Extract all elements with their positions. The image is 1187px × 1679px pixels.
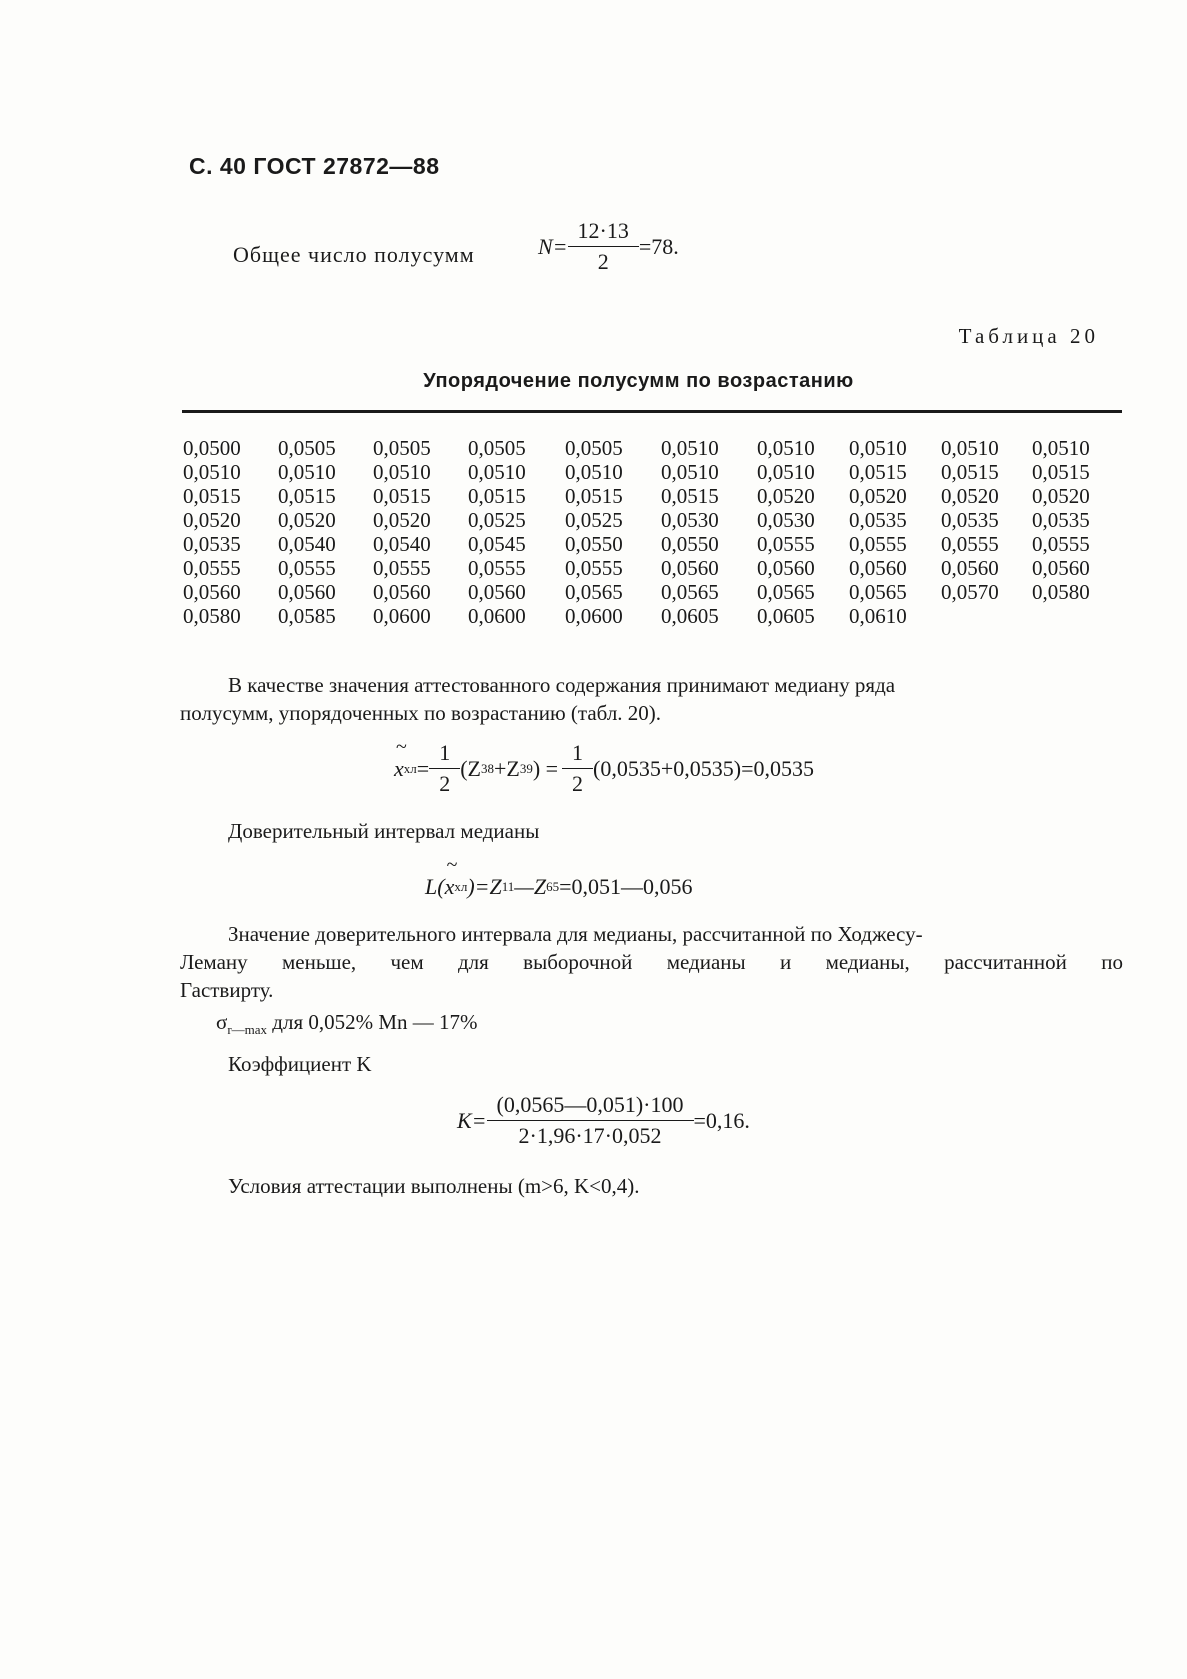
table-cell: 0,0505 xyxy=(565,436,623,460)
median-plus: +Z xyxy=(493,755,520,781)
table-cell: 0,0550 xyxy=(661,532,719,556)
table-cell: 0,0530 xyxy=(661,508,719,532)
table-cell: 0,0510 xyxy=(373,460,431,484)
table-cell: 0,0535 xyxy=(941,508,999,532)
k-result: =0,16. xyxy=(693,1107,750,1133)
table-cell: 0,0510 xyxy=(1032,436,1090,460)
median-formula xyxy=(394,740,814,797)
interval-minus: —Z xyxy=(514,874,547,899)
table-cell: 0,0560 xyxy=(278,580,336,604)
z11-sub: 11 xyxy=(501,879,515,894)
table-cell: 0,0560 xyxy=(757,556,815,580)
table-cell: 0,0520 xyxy=(757,484,815,508)
table-cell: 0,0505 xyxy=(278,436,336,460)
table-rule xyxy=(182,410,1122,413)
table-cell: 0,0565 xyxy=(661,580,719,604)
table-cell: 0,0600 xyxy=(373,604,431,628)
table-cell: 0,0510 xyxy=(278,460,336,484)
table-cell: 0,0505 xyxy=(468,436,526,460)
sigma-sub: r—max xyxy=(227,1022,268,1037)
z65-sub: 65 xyxy=(546,879,560,894)
table-cell: 0,0510 xyxy=(941,436,999,460)
table-cell: 0,0555 xyxy=(757,532,815,556)
table-cell: 0,0565 xyxy=(849,580,907,604)
table-cell: 0,0515 xyxy=(278,484,336,508)
table-cell: 0,0515 xyxy=(1032,460,1090,484)
sigma-symbol: σ xyxy=(216,1010,228,1034)
table-cell: 0,0515 xyxy=(468,484,526,508)
median-close: ) = xyxy=(532,755,559,781)
table-cell: 0,0520 xyxy=(941,484,999,508)
table-label: Таблица 20 xyxy=(958,324,1099,348)
z39-sub: 39 xyxy=(519,760,533,776)
total-label: Общее число полусумм xyxy=(233,242,475,267)
table-cell: 0,0560 xyxy=(849,556,907,580)
half-numerator-2: 1 xyxy=(562,740,593,769)
table-cell: 0,0520 xyxy=(373,508,431,532)
table-cell xyxy=(1032,604,1112,628)
table-cell: 0,0555 xyxy=(278,556,336,580)
table-title: Упорядочение полусумм по возрастанию xyxy=(423,370,854,392)
table-cell: 0,0540 xyxy=(373,532,431,556)
table-cell: 0,0570 xyxy=(941,580,999,604)
table-cell: 0,0555 xyxy=(941,532,999,556)
interval-label: Доверительный интервал медианы xyxy=(228,819,540,843)
table-cell: 0,0515 xyxy=(565,484,623,508)
conclusion: Условия аттестации выполнены (m>6, K<0,4). xyxy=(228,1174,640,1198)
table-cell: 0,0510 xyxy=(849,436,907,460)
interval-tail: =0,051—0,056 xyxy=(559,874,693,899)
table-cell: 0,0555 xyxy=(565,556,623,580)
table-cell: 0,0610 xyxy=(849,604,907,628)
table-cell: 0,0600 xyxy=(565,604,623,628)
k-fraction xyxy=(487,1092,694,1149)
table-cell: 0,0560 xyxy=(373,580,431,604)
interval-l: L( xyxy=(425,874,445,899)
table-cell: 0,0510 xyxy=(183,460,241,484)
table-cell: 0,0555 xyxy=(849,532,907,556)
median-tail: (0,0535+0,0535)=0,0535 xyxy=(593,755,815,781)
table-cell: 0,0560 xyxy=(183,580,241,604)
z38-sub: 38 xyxy=(480,760,494,776)
total-formula xyxy=(538,218,679,275)
table-cell: 0,0515 xyxy=(941,460,999,484)
table-cell: 0,0605 xyxy=(661,604,719,628)
table-cell: 0,0540 xyxy=(278,532,336,556)
table-cell: 0,0605 xyxy=(757,604,815,628)
table-cell xyxy=(941,604,1032,628)
table-cell: 0,0535 xyxy=(183,532,241,556)
median-z-open: (Z xyxy=(460,755,481,781)
k-numerator: (0,0565—0,051)·100 xyxy=(487,1092,694,1121)
total-lhs: N= xyxy=(538,233,568,259)
table-cell: 0,0600 xyxy=(468,604,526,628)
interval-mid: )=Z xyxy=(467,874,502,899)
table-cell: 0,0510 xyxy=(565,460,623,484)
table-cell: 0,0535 xyxy=(1032,508,1090,532)
total-numerator: 12·13 xyxy=(568,218,639,247)
table-cell: 0,0560 xyxy=(468,580,526,604)
table-cell: 0,0560 xyxy=(941,556,999,580)
sigma-text: для 0,052% Mn — 17% xyxy=(272,1010,478,1034)
table-cell: 0,0520 xyxy=(1032,484,1090,508)
half-denominator-2: 2 xyxy=(572,771,584,796)
table-cell: 0,0510 xyxy=(661,436,719,460)
table-cell: 0,0580 xyxy=(183,604,241,628)
table-cell: 0,0565 xyxy=(565,580,623,604)
table-cell: 0,0515 xyxy=(183,484,241,508)
median-text-line1: В качестве значения аттестованного содержания принимают медиану ряда xyxy=(228,673,896,697)
table-cell: 0,0500 xyxy=(183,436,241,460)
median-x-sub: хл xyxy=(403,760,417,776)
total-result: =78. xyxy=(638,233,679,259)
total-denominator: 2 xyxy=(597,249,609,274)
table-cell: 0,0545 xyxy=(468,532,526,556)
table-cell: 0,0520 xyxy=(278,508,336,532)
interval-formula xyxy=(425,874,693,900)
coefficient-label: Коэффициент K xyxy=(228,1052,372,1076)
table-cell: 0,0515 xyxy=(661,484,719,508)
comparison-line3: Гаствирту. xyxy=(180,978,274,1002)
interval-x: ~ x xyxy=(445,874,455,900)
k-denominator: 2·1,96·17·0,052 xyxy=(518,1123,662,1148)
table-cell: 0,0505 xyxy=(373,436,431,460)
table-cell: 0,0550 xyxy=(565,532,623,556)
table-cell: 0,0555 xyxy=(183,556,241,580)
table-cell: 0,0555 xyxy=(468,556,526,580)
median-half-1 xyxy=(429,740,460,797)
table-cell: 0,0585 xyxy=(278,604,336,628)
table-cell: 0,0530 xyxy=(757,508,815,532)
table-cell: 0,0555 xyxy=(373,556,431,580)
table-cell: 0,0515 xyxy=(849,460,907,484)
median-paragraph xyxy=(180,671,1123,727)
half-denominator: 2 xyxy=(439,771,451,796)
k-formula xyxy=(457,1092,750,1149)
median-x: ~ x xyxy=(394,756,404,782)
table-cell: 0,0555 xyxy=(1032,532,1090,556)
table-cell: 0,0510 xyxy=(757,436,815,460)
table-cell: 0,0565 xyxy=(757,580,815,604)
median-eq: = xyxy=(416,755,430,781)
half-sums-table xyxy=(183,436,1112,628)
sigma-line xyxy=(216,1008,478,1044)
interval-x-sub: хл xyxy=(454,879,468,894)
table-cell: 0,0560 xyxy=(1032,556,1090,580)
table-cell: 0,0515 xyxy=(373,484,431,508)
table-cell: 0,0510 xyxy=(468,460,526,484)
comparison-line2: Леману меньше, чем для выборочной медианы и медианы, рассчитанной по xyxy=(180,950,1123,974)
comparison-paragraph xyxy=(180,920,1123,1004)
comparison-line1: Значение доверительного интервала для медианы, рассчитанной по Ходжесу- xyxy=(228,922,923,946)
page-header: С. 40 ГОСТ 27872—88 xyxy=(189,153,440,179)
table-cell: 0,0535 xyxy=(849,508,907,532)
table-cell: 0,0580 xyxy=(1032,580,1090,604)
median-half-2 xyxy=(562,740,593,797)
k-lhs: K= xyxy=(457,1107,487,1133)
table-cell: 0,0560 xyxy=(661,556,719,580)
table-cell: 0,0510 xyxy=(757,460,815,484)
total-fraction xyxy=(568,218,639,275)
half-numerator: 1 xyxy=(429,740,460,769)
table-cell: 0,0525 xyxy=(468,508,526,532)
median-text-line2: полусумм, упорядоченных по возрастанию (табл. 20). xyxy=(180,701,662,725)
table-cell: 0,0520 xyxy=(849,484,907,508)
table-cell: 0,0520 xyxy=(183,508,241,532)
table-cell: 0,0510 xyxy=(661,460,719,484)
table-cell: 0,0525 xyxy=(565,508,623,532)
